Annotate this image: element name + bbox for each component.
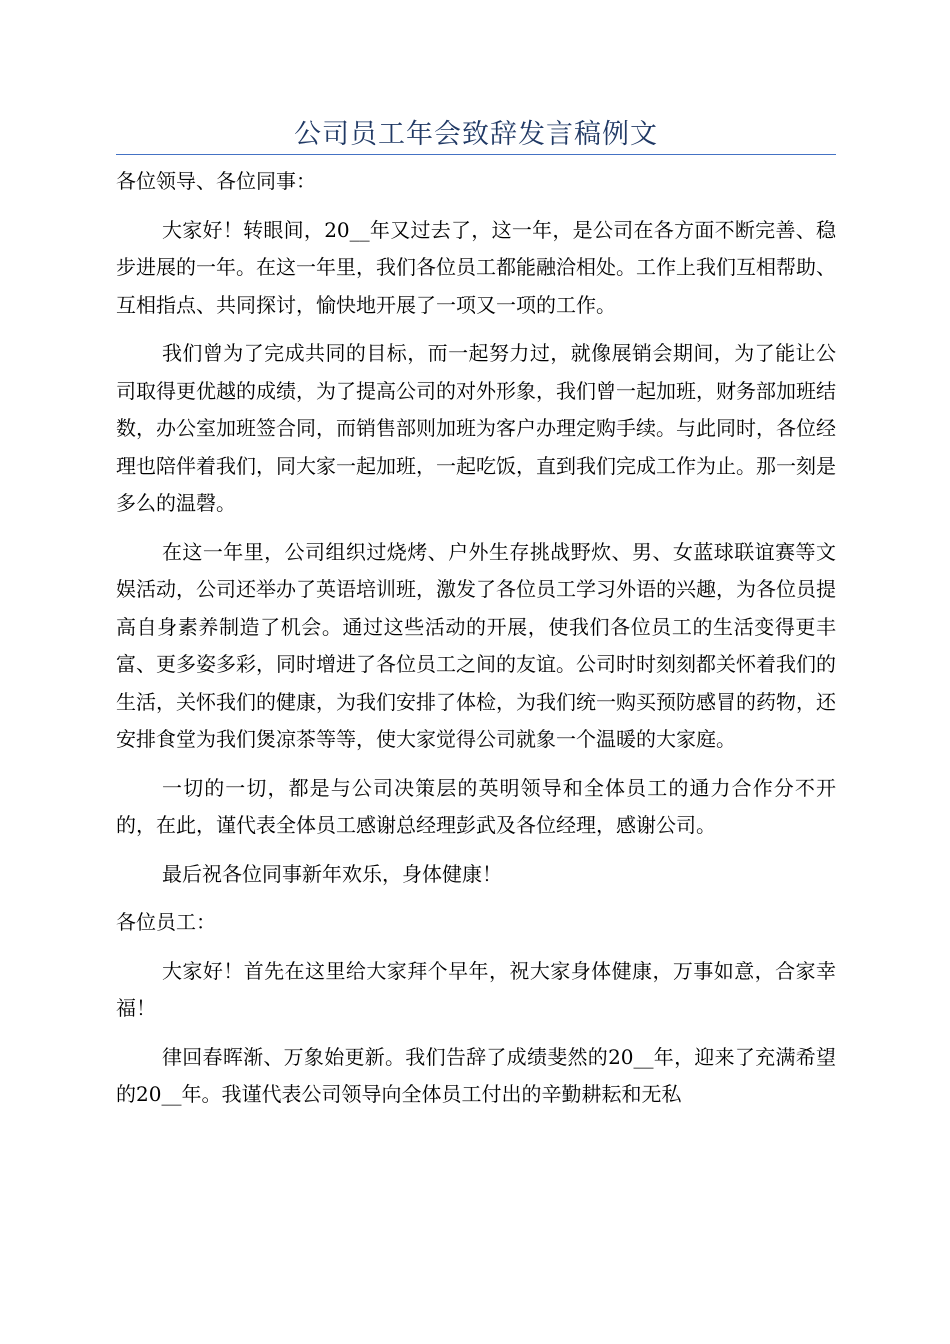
title-underline [116,154,836,155]
body-paragraph: 大家好！首先在这里给大家拜个早年，祝大家身体健康，万事如意，合家幸福！ [116,958,836,1020]
salutation: 各位员工： [116,910,216,934]
body-paragraph: 大家好！转眼间，20__年又过去了，这一年，是公司在各方面不断完善、稳步进展的一年。在这一年里，我们各位员工都能融洽相处。工作上我们互相帮助、互相指点、共同探讨，愉快地开展了一项又一项的工作。 [116,217,836,317]
body-paragraph: 律回春晖渐、万象始更新。我们告辞了成绩斐然的20__年，迎来了充满希望的20__年。我谨代表公司领导向全体员工付出的辛勤耕耘和无私 [116,1044,836,1106]
closing-wish: 最后祝各位同事新年欢乐，身体健康！ [162,861,502,886]
document-page [116,0,836,1125]
document-title: 公司员工年会致辞发言稿例文 [294,119,658,150]
body-paragraph: 在这一年里，公司组织过烧烤、户外生存挑战野炊、男、女蓝球联谊赛等文娱活动，公司还举办了英语培训班，激发了各位员工学习外语的兴趣，为各位员提高自身素养制造了机会。通过这些活动的开展，使我们各位员工的生活变得更丰富、更多姿多彩，同时增进了各位员工之间的友谊。公司时时刻刻都关怀着我们的生活，关怀我们的健康，为我们安排了体检，为我们统一购买预防感冒的药物，还安排食堂为我们煲凉茶等等，使大家觉得公司就象一个温暖的大家庭。 [116,539,836,751]
body-paragraph: 一切的一切，都是与公司决策层的英明领导和全体员工的通力合作分不开的，在此，谨代表全体员工感谢总经理彭武及各位经理，感谢公司。 [116,775,836,837]
salutation: 各位领导、各位同事： [116,169,316,193]
body-paragraph: 我们曾为了完成共同的目标，而一起努力过，就像展销会期间，为了能让公司取得更优越的成绩，为了提高公司的对外形象，我们曾一起加班，财务部加班结数，办公室加班签合同，而销售部则加班为客户办理定购手续。与此同时，各位经理也陪伴着我们，同大家一起加班，一起吃饭，直到我们完成工作为止。那一刻是多么的温磬。 [116,341,836,515]
document-body [116,163,836,1114]
